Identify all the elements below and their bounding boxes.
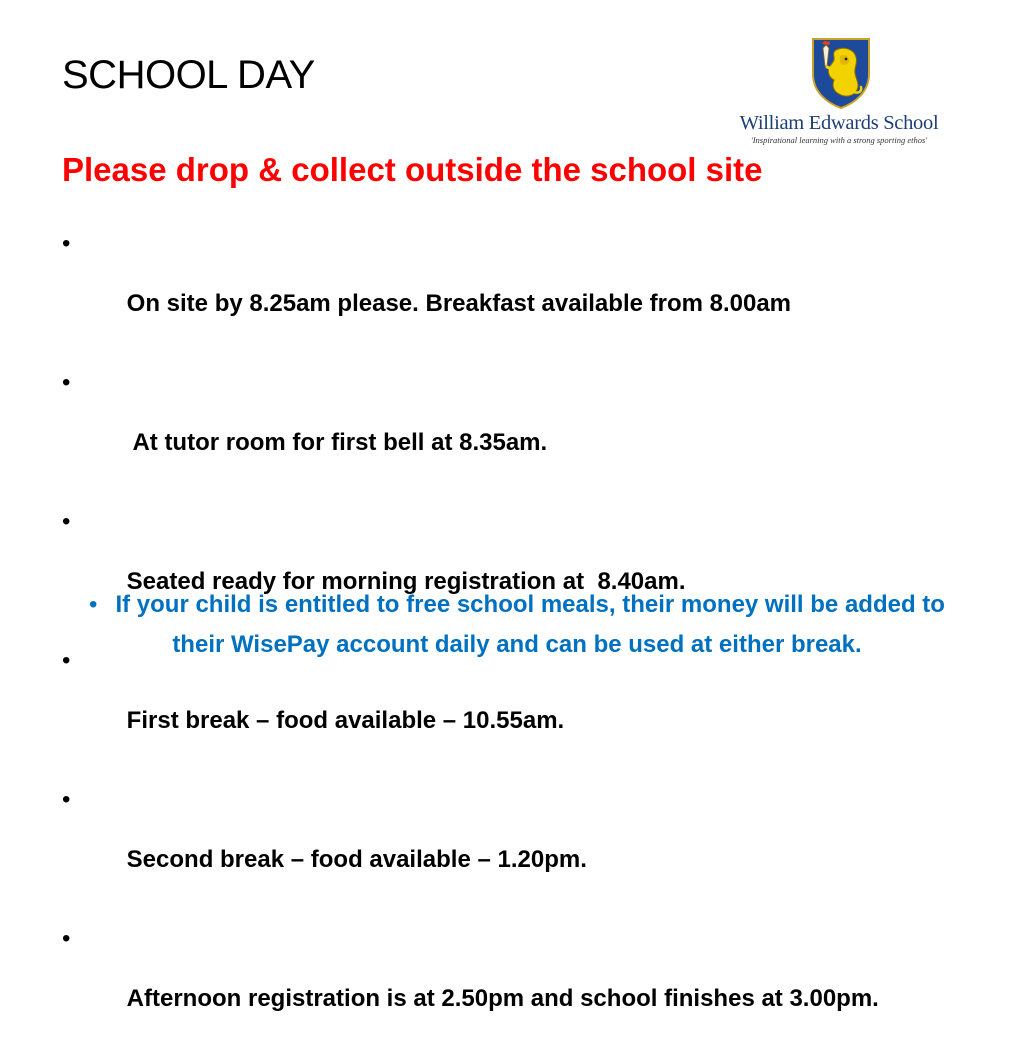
list-item-second-break — [62, 785, 962, 905]
slide-subtitle: Please drop & collect outside the school site — [62, 151, 763, 188]
slide-title: SCHOOL DAY — [62, 53, 315, 97]
school-name: William Edwards School — [739, 112, 939, 134]
bullet-icon: • — [62, 508, 71, 535]
list-item-afternoon — [62, 924, 962, 1044]
bullet-icon: • — [89, 591, 98, 618]
list-item-text: On site by 8.25am please. Breakfast available from 8.00am — [126, 290, 792, 317]
list-item-text: Afternoon registration is at 2.50pm and school finishes at 3.00pm. — [126, 985, 879, 1012]
lion-crest-icon — [810, 36, 872, 110]
list-item-arrival — [62, 229, 962, 349]
bullet-icon: • — [62, 925, 71, 952]
bullet-icon: • — [62, 647, 71, 674]
free-meals-note — [62, 585, 972, 665]
school-logo — [738, 36, 940, 148]
bullet-icon: • — [62, 369, 71, 396]
school-motto: 'Inspirational learning with a strong sporting ethos' — [750, 135, 928, 145]
list-item-text: First break – food available – 10.55am. — [126, 707, 565, 734]
list-item-text: At tutor room for first bell at 8.35am. — [126, 429, 548, 456]
list-item-text: Second break – food available – 1.20pm. — [126, 846, 587, 873]
bullet-icon: • — [62, 786, 71, 813]
list-item-first-bell — [62, 368, 962, 488]
bullet-icon: • — [62, 230, 71, 257]
list-item-text: Seated ready for morning registration at 8.40am. — [126, 568, 686, 595]
note-text: If your child is entitled to free school meals, their money will be added to their WisePay account daily and can be used at either break. — [115, 591, 945, 658]
